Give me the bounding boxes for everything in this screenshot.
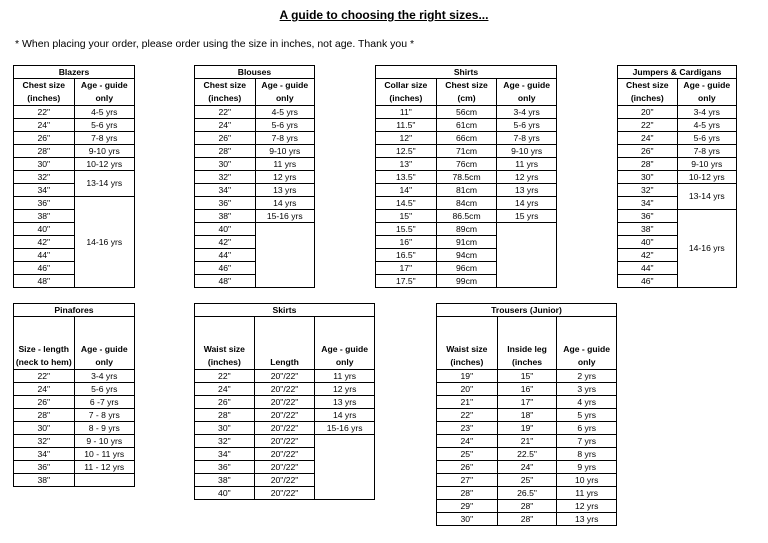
table-cell: 48"	[195, 275, 256, 288]
table-title-row	[195, 66, 315, 79]
table-cell: 38"	[14, 210, 75, 223]
table-cell: 7 yrs	[557, 435, 617, 448]
table-cell: 22"	[618, 119, 678, 132]
table-cell: 21"	[437, 396, 498, 409]
table-cell	[315, 435, 375, 500]
table-cell: 26.5"	[497, 487, 557, 500]
table-cell: 30"	[195, 422, 255, 435]
table-cell: 7-8 yrs	[74, 132, 134, 145]
table-cell: 12 yrs	[557, 500, 617, 513]
table-row	[14, 158, 135, 171]
table-row	[14, 171, 135, 184]
table-row	[195, 158, 315, 171]
column-header: Size - length (neck to hem)	[14, 317, 75, 370]
table-cell: 20"/22"	[254, 448, 315, 461]
table-cell: 38"	[195, 474, 255, 487]
table-cell: 11 yrs	[557, 487, 617, 500]
table-cell: 20"/22"	[254, 370, 315, 383]
table-row	[195, 409, 375, 422]
table-row	[376, 210, 557, 223]
table-cell: 24"	[195, 119, 256, 132]
table-title: Skirts	[195, 304, 375, 317]
column-header: Age - guide only	[497, 79, 557, 106]
table-cell: 42"	[195, 236, 256, 249]
table-cell: 28"	[497, 513, 557, 526]
table-cell: 24"	[195, 383, 255, 396]
table-cell: 22"	[14, 370, 75, 383]
jumpers-cardigans-table	[617, 65, 737, 288]
table-cell: 9-10 yrs	[497, 145, 557, 158]
table-cell: 40"	[618, 236, 678, 249]
table-cell: 9 - 10 yrs	[74, 435, 134, 448]
table-title: Blouses	[195, 66, 315, 79]
table-cell: 61cm	[436, 119, 497, 132]
table-cell: 32"	[195, 435, 255, 448]
table-cell: 14"	[376, 184, 437, 197]
table-cell: 17"	[376, 262, 437, 275]
table-cell: 86.5cm	[436, 210, 497, 223]
table-cell: 3-4 yrs	[74, 370, 134, 383]
table-cell: 34"	[195, 448, 255, 461]
table-header-row	[618, 79, 737, 106]
table-cell: 44"	[14, 249, 75, 262]
table-row	[14, 119, 135, 132]
table-cell: 21"	[497, 435, 557, 448]
table-cell: 11.5"	[376, 119, 437, 132]
table-cell: 20"/22"	[254, 435, 315, 448]
table-row	[618, 184, 737, 197]
column-header: Chest size (inches)	[195, 79, 256, 106]
table-cell: 44"	[618, 262, 678, 275]
table-row	[195, 370, 375, 383]
table-cell: 3-4 yrs	[497, 106, 557, 119]
table-row	[195, 223, 315, 236]
table-title-row	[376, 66, 557, 79]
table-cell: 12.5"	[376, 145, 437, 158]
table-cell: 15-16 yrs	[255, 210, 314, 223]
table-cell: 13-14 yrs	[677, 184, 736, 210]
table-cell	[74, 474, 134, 487]
table-cell: 15-16 yrs	[315, 422, 375, 435]
table-cell: 15"	[376, 210, 437, 223]
table-cell: 25"	[497, 474, 557, 487]
table-title-row	[437, 304, 617, 317]
table-row	[376, 106, 557, 119]
table-cell: 20"/22"	[254, 474, 315, 487]
table-cell: 89cm	[436, 223, 497, 236]
table-title-row	[14, 66, 135, 79]
table-cell	[255, 223, 314, 288]
table-cell: 30"	[618, 171, 678, 184]
table-row	[195, 396, 375, 409]
trousers-junior-table	[436, 303, 617, 526]
column-header: Collar size (inches)	[376, 79, 437, 106]
table-cell: 81cm	[436, 184, 497, 197]
table-cell: 13 yrs	[497, 184, 557, 197]
table-cell: 5-6 yrs	[677, 132, 736, 145]
pinafores-table	[13, 303, 135, 487]
table-header-row	[195, 317, 375, 370]
table-cell: 10-12 yrs	[677, 171, 736, 184]
table-cell: 11 yrs	[315, 370, 375, 383]
table-cell: 15.5"	[376, 223, 437, 236]
table-cell: 34"	[14, 184, 75, 197]
table-row	[618, 132, 737, 145]
column-header: Length	[254, 317, 315, 370]
table-row	[195, 184, 315, 197]
table-cell: 84cm	[436, 197, 497, 210]
table-row	[376, 171, 557, 184]
table-cell: 20"/22"	[254, 383, 315, 396]
table-row	[437, 513, 617, 526]
table-cell: 13 yrs	[255, 184, 314, 197]
table-row	[437, 487, 617, 500]
order-note: * When placing your order, please order using the size in inches, not age. Thank you *	[15, 38, 415, 50]
table-cell: 7-8 yrs	[677, 145, 736, 158]
table-cell: 30"	[437, 513, 498, 526]
table-cell: 34"	[618, 197, 678, 210]
table-cell: 4-5 yrs	[677, 119, 736, 132]
table-row	[14, 461, 135, 474]
table-cell: 26"	[14, 396, 75, 409]
table-row	[618, 171, 737, 184]
table-cell: 94cm	[436, 249, 497, 262]
table-cell: 66cm	[436, 132, 497, 145]
table-row	[437, 500, 617, 513]
table-row	[14, 448, 135, 461]
table-cell: 24"	[497, 461, 557, 474]
table-cell: 11"	[376, 106, 437, 119]
table-title-row	[195, 304, 375, 317]
table-row	[14, 106, 135, 119]
table-row	[618, 119, 737, 132]
table-cell: 28"	[195, 409, 255, 422]
table-cell: 7 - 8 yrs	[74, 409, 134, 422]
table-cell: 44"	[195, 249, 256, 262]
table-cell: 22"	[437, 409, 498, 422]
table-cell: 9-10 yrs	[74, 145, 134, 158]
blouses-table	[194, 65, 315, 288]
table-row	[437, 461, 617, 474]
table-header-row	[14, 317, 135, 370]
table-cell: 14-16 yrs	[677, 210, 736, 288]
table-title: Trousers (Junior)	[437, 304, 617, 317]
table-cell: 11 yrs	[497, 158, 557, 171]
table-cell: 5-6 yrs	[255, 119, 314, 132]
table-cell: 38"	[195, 210, 256, 223]
table-header-row	[14, 79, 135, 106]
table-cell: 26"	[14, 132, 75, 145]
table-title-row	[618, 66, 737, 79]
table-cell: 12"	[376, 132, 437, 145]
table-row	[437, 383, 617, 396]
table-cell: 22"	[195, 106, 256, 119]
table-cell: 13.5"	[376, 171, 437, 184]
table-cell: 40"	[14, 223, 75, 236]
table-cell: 30"	[195, 158, 256, 171]
table-cell: 4 yrs	[557, 396, 617, 409]
table-cell: 6 -7 yrs	[74, 396, 134, 409]
column-header: Waist size (inches)	[437, 317, 498, 370]
table-cell: 4-5 yrs	[74, 106, 134, 119]
table-row	[14, 422, 135, 435]
table-cell: 36"	[618, 210, 678, 223]
table-title: Jumpers & Cardigans	[618, 66, 737, 79]
table-row	[14, 145, 135, 158]
table-cell: 24"	[618, 132, 678, 145]
table-cell: 28"	[14, 409, 75, 422]
table-cell: 10 - 11 yrs	[74, 448, 134, 461]
table-cell: 38"	[14, 474, 75, 487]
column-header: Inside leg (inches	[497, 317, 557, 370]
table-row	[376, 119, 557, 132]
table-cell: 10 yrs	[557, 474, 617, 487]
table-cell: 14-16 yrs	[74, 197, 134, 288]
table-row	[195, 383, 375, 396]
table-cell: 16"	[497, 383, 557, 396]
table-cell: 34"	[195, 184, 256, 197]
table-cell: 40"	[195, 223, 256, 236]
table-cell: 20"/22"	[254, 461, 315, 474]
table-row	[618, 158, 737, 171]
table-row	[14, 370, 135, 383]
table-cell: 5-6 yrs	[74, 383, 134, 396]
table-cell: 9-10 yrs	[255, 145, 314, 158]
table-cell: 42"	[14, 236, 75, 249]
table-cell: 13"	[376, 158, 437, 171]
table-cell: 11 - 12 yrs	[74, 461, 134, 474]
table-cell: 19"	[497, 422, 557, 435]
table-row	[14, 197, 135, 210]
table-cell: 2 yrs	[557, 370, 617, 383]
table-cell: 36"	[195, 197, 256, 210]
table-row	[618, 106, 737, 119]
table-row	[376, 223, 557, 236]
table-cell: 24"	[14, 383, 75, 396]
shirts-table	[375, 65, 557, 288]
table-row	[14, 396, 135, 409]
table-cell: 36"	[14, 197, 75, 210]
table-cell: 20"/22"	[254, 422, 315, 435]
table-title-row	[14, 304, 135, 317]
table-cell: 15"	[497, 370, 557, 383]
column-header: Waist size (inches)	[195, 317, 255, 370]
table-cell: 22"	[195, 370, 255, 383]
table-cell: 20"/22"	[254, 396, 315, 409]
table-row	[437, 448, 617, 461]
table-cell: 5-6 yrs	[74, 119, 134, 132]
table-cell: 13 yrs	[557, 513, 617, 526]
table-cell: 32"	[195, 171, 256, 184]
table-row	[376, 184, 557, 197]
table-cell: 3 yrs	[557, 383, 617, 396]
page-title: A guide to choosing the right sizes...	[279, 8, 489, 22]
table-cell: 34"	[14, 448, 75, 461]
table-row	[437, 370, 617, 383]
table-cell: 20"/22"	[254, 409, 315, 422]
table-cell: 7-8 yrs	[255, 132, 314, 145]
table-title: Pinafores	[14, 304, 135, 317]
table-cell: 28"	[497, 500, 557, 513]
table-cell: 16"	[376, 236, 437, 249]
table-cell: 71cm	[436, 145, 497, 158]
table-cell: 28"	[195, 145, 256, 158]
table-row	[195, 210, 315, 223]
table-cell: 22.5"	[497, 448, 557, 461]
table-cell: 13-14 yrs	[74, 171, 134, 197]
table-cell: 14 yrs	[255, 197, 314, 210]
table-cell: 4-5 yrs	[255, 106, 314, 119]
table-cell: 78.5cm	[436, 171, 497, 184]
column-header: Age - guide only	[557, 317, 617, 370]
table-cell: 9-10 yrs	[677, 158, 736, 171]
table-cell: 76cm	[436, 158, 497, 171]
table-cell	[497, 223, 557, 288]
table-cell: 9 yrs	[557, 461, 617, 474]
table-row	[618, 145, 737, 158]
table-cell: 32"	[14, 435, 75, 448]
table-cell: 20"	[437, 383, 498, 396]
table-cell: 30"	[14, 422, 75, 435]
table-row	[14, 132, 135, 145]
table-cell: 27"	[437, 474, 498, 487]
table-cell: 20"/22"	[254, 487, 315, 500]
table-row	[376, 132, 557, 145]
table-cell: 12 yrs	[497, 171, 557, 184]
table-cell: 36"	[195, 461, 255, 474]
table-row	[195, 119, 315, 132]
table-row	[14, 435, 135, 448]
table-cell: 29"	[437, 500, 498, 513]
table-cell: 14.5"	[376, 197, 437, 210]
table-cell: 8 - 9 yrs	[74, 422, 134, 435]
table-cell: 11 yrs	[255, 158, 314, 171]
skirts-table	[194, 303, 375, 500]
column-header: Chest size (cm)	[436, 79, 497, 106]
table-cell: 13 yrs	[315, 396, 375, 409]
table-cell: 14 yrs	[315, 409, 375, 422]
table-row	[14, 383, 135, 396]
table-row	[195, 171, 315, 184]
table-cell: 38"	[618, 223, 678, 236]
table-cell: 46"	[618, 275, 678, 288]
column-header: Age - guide only	[677, 79, 736, 106]
table-cell: 42"	[618, 249, 678, 262]
table-row	[437, 409, 617, 422]
table-cell: 36"	[14, 461, 75, 474]
table-header-row	[195, 79, 315, 106]
table-row	[195, 422, 375, 435]
table-cell: 56cm	[436, 106, 497, 119]
table-cell: 18"	[497, 409, 557, 422]
table-row	[437, 396, 617, 409]
table-row	[195, 145, 315, 158]
table-row	[195, 106, 315, 119]
table-cell: 22"	[14, 106, 75, 119]
table-cell: 25"	[437, 448, 498, 461]
column-header: Age - guide only	[255, 79, 314, 106]
table-title: Blazers	[14, 66, 135, 79]
column-header: Age - guide only	[315, 317, 375, 370]
table-cell: 6 yrs	[557, 422, 617, 435]
table-cell: 28"	[618, 158, 678, 171]
table-header-row	[376, 79, 557, 106]
table-cell: 5-6 yrs	[497, 119, 557, 132]
table-row	[618, 210, 737, 223]
table-cell: 12 yrs	[315, 383, 375, 396]
table-cell: 19"	[437, 370, 498, 383]
table-cell: 10-12 yrs	[74, 158, 134, 171]
table-cell: 99cm	[436, 275, 497, 288]
table-cell: 23"	[437, 422, 498, 435]
table-row	[195, 132, 315, 145]
column-header: Age - guide only	[74, 317, 134, 370]
table-cell: 24"	[14, 119, 75, 132]
table-row	[195, 197, 315, 210]
table-cell: 14 yrs	[497, 197, 557, 210]
table-cell: 5 yrs	[557, 409, 617, 422]
column-header: Chest size (inches)	[14, 79, 75, 106]
column-header: Chest size (inches)	[618, 79, 678, 106]
table-cell: 28"	[14, 145, 75, 158]
table-cell: 32"	[14, 171, 75, 184]
column-header: Age - guide only	[74, 79, 134, 106]
table-cell: 7-8 yrs	[497, 132, 557, 145]
table-cell: 48"	[14, 275, 75, 288]
table-cell: 96cm	[436, 262, 497, 275]
table-row	[376, 158, 557, 171]
table-cell: 26"	[195, 132, 256, 145]
table-cell: 28"	[437, 487, 498, 500]
table-cell: 16.5"	[376, 249, 437, 262]
table-cell: 46"	[195, 262, 256, 275]
blazers-table	[13, 65, 135, 288]
table-cell: 26"	[618, 145, 678, 158]
table-row	[437, 474, 617, 487]
table-title: Shirts	[376, 66, 557, 79]
table-cell: 91cm	[436, 236, 497, 249]
table-header-row	[437, 317, 617, 370]
table-cell: 32"	[618, 184, 678, 197]
table-row	[437, 422, 617, 435]
table-row	[376, 145, 557, 158]
table-cell: 26"	[437, 461, 498, 474]
table-cell: 12 yrs	[255, 171, 314, 184]
table-row	[195, 435, 375, 448]
table-cell: 26"	[195, 396, 255, 409]
table-cell: 15 yrs	[497, 210, 557, 223]
table-cell: 8 yrs	[557, 448, 617, 461]
table-cell: 3-4 yrs	[677, 106, 736, 119]
table-row	[376, 197, 557, 210]
table-cell: 30"	[14, 158, 75, 171]
table-row	[14, 474, 135, 487]
table-row	[14, 409, 135, 422]
table-cell: 20"	[618, 106, 678, 119]
table-cell: 24"	[437, 435, 498, 448]
table-cell: 40"	[195, 487, 255, 500]
table-cell: 17.5"	[376, 275, 437, 288]
table-row	[437, 435, 617, 448]
table-cell: 46"	[14, 262, 75, 275]
table-cell: 17"	[497, 396, 557, 409]
